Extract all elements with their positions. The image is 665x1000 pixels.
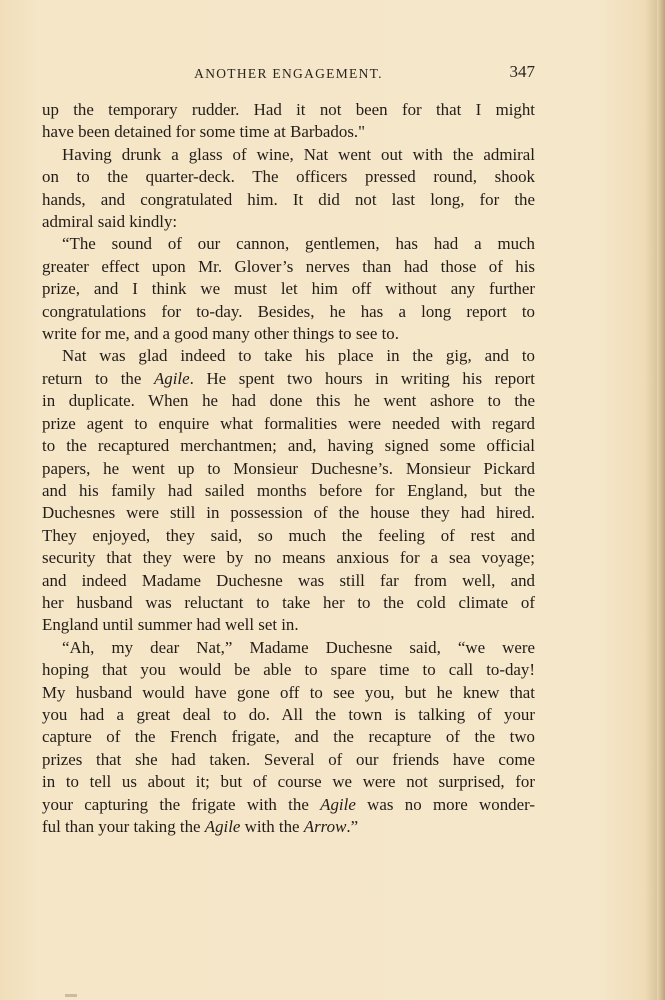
page-edge (657, 0, 665, 1000)
text-line: in to tell us about it; but of course we were not surprised, for (42, 772, 535, 792)
text-line: in duplicate. When he had done this he went ashore to the (42, 391, 535, 411)
text-line: prize agent to enquire what formalities were needed with regard (42, 413, 535, 433)
text-line: her husband was reluctant to take her to the cold climate of (42, 592, 535, 612)
page-number: 347 (509, 62, 535, 81)
text-line: security that they were by no means anxious for a sea voyage; (42, 548, 535, 568)
text-line: prize, and I think we must let him off without any further (42, 279, 535, 299)
text-line: “Ah, my dear Nat,” Madame Duchesne said, “we were (62, 637, 535, 657)
text-line: ful than your taking the Agile with the Arrow.” (42, 817, 359, 836)
text-line: write for me, and a good many other things to see to. (42, 324, 399, 344)
text-line: return to the Agile. He spent two hours in writing his report (42, 368, 535, 388)
text-line: hoping that you would be able to spare time to call to-day! (42, 660, 535, 680)
text-line: and indeed Madame Duchesne was still far from well, and (42, 570, 535, 590)
text-line: on to the quarter-deck. The officers pressed round, shook (42, 167, 535, 187)
text-line: and his family had sailed months before for England, but the (42, 480, 535, 500)
text-line: England until summer had well set in. (42, 615, 299, 635)
text-line: My husband would have gone off to see you, but he knew that (42, 682, 535, 702)
text-line: have been detained for some time at Barbados." (42, 122, 366, 142)
text-line: to the recaptured merchantmen; and, having signed some official (42, 436, 535, 456)
body-text (42, 99, 535, 838)
text-line: up the temporary rudder. Had it not been for that I might (42, 100, 535, 119)
text-line: admiral said kindly: (42, 212, 178, 232)
text-line: papers, he went up to Monsieur Duchesne’s. Monsieur Pickard (42, 458, 535, 478)
text-line: They enjoyed, they said, so much the feeling of rest and (42, 525, 535, 545)
text-line: you had a great deal to do. All the town is talking of your (42, 704, 535, 724)
text-line: congratulations for to-day. Besides, he has a long report to (42, 301, 535, 321)
text-line: hands, and congratulated him. It did not last long, for the (42, 189, 535, 209)
text-line: “The sound of our cannon, gentlemen, has had a much (62, 234, 535, 254)
text-line: Duchesnes were still in possession of the house they had hired. (42, 503, 535, 523)
text-line: your capturing the frigate with the Agile was no more wonder- (42, 794, 535, 814)
scan-mark (65, 994, 77, 997)
text-line: Nat was glad indeed to take his place in the gig, and to (62, 346, 535, 366)
running-head: ANOTHER ENGAGEMENT. (194, 66, 383, 81)
text-line: greater effect upon Mr. Glover’s nerves than had those of his (42, 256, 535, 276)
text-line: Having drunk a glass of wine, Nat went out with the admiral (62, 144, 535, 164)
text-line: prizes that she had taken. Several of our friends have come (42, 749, 535, 769)
page-header (42, 62, 535, 84)
text-line: capture of the French frigate, and the recapture of the two (42, 727, 535, 747)
